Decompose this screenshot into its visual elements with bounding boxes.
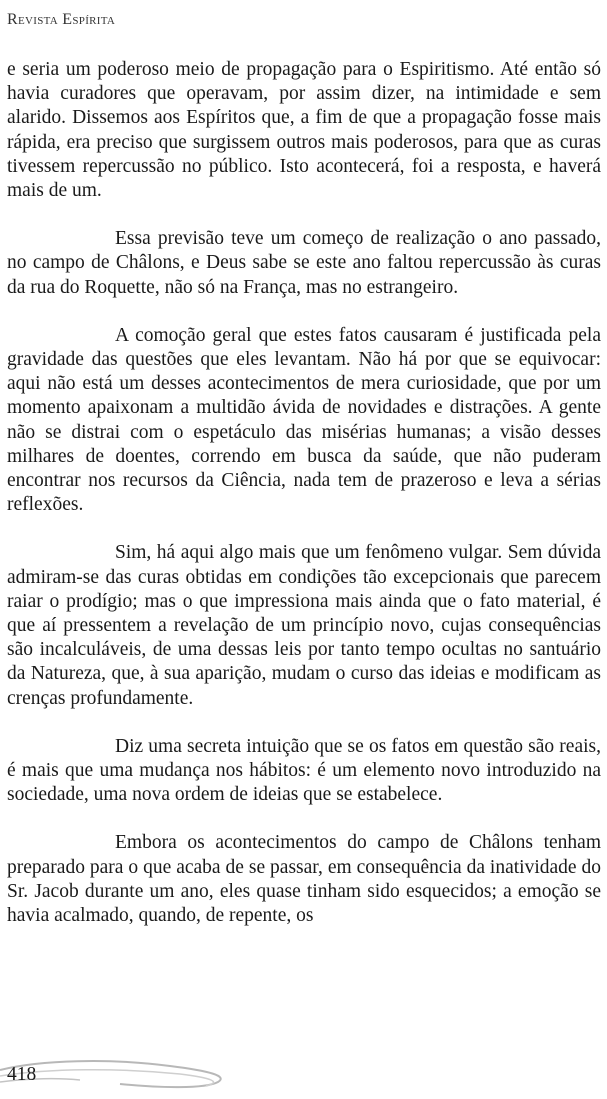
paragraph: Essa previsão teve um começo de realização o ano passado, no campo de Châlons, e Deus sabe se este ano faltou repercussão às curas da rua do Roquette, não só na França, mas no estrangeiro. — [7, 228, 601, 298]
body-text — [7, 58, 601, 952]
paragraph: Embora os acontecimentos do campo de Châlons tenham preparado para o que acaba de se passar, em consequência da inatividade do Sr. Jacob durante um ano, eles quase tinham sido esquecidos; a emoção se havia acalmado, quando, de repente, os — [7, 832, 601, 927]
paragraph: Sim, há aqui algo mais que um fenômeno vulgar. Sem dúvida admiram-se das curas obtidas em condições tão excepcionais que parecem raiar o prodígio; mas o que impressiona mais ainda que o fato material, é que aí pressentem a revelação de um princípio novo, cujas consequências são incalculáveis, de uma dessas leis por tanto tempo ocultas no santuário da Natureza, que, à sua aparição, mudam o curso das ideias e modificam as crenças profundamente. — [7, 542, 601, 709]
paragraph-continued: e seria um poderoso meio de propagação para o Espiritismo. Até então só havia curadores que operavam, por assim dizer, na intimidade e sem alarido. Dissemos aos Espíritos que, a fim de que a propagação fosse mais rápida, era preciso que surgissem outros mais poderosos, para que as curas tivessem repercussão no público. Isto acontecerá, foi a resposta, e haverá mais de um. — [7, 59, 601, 202]
running-head-title: Revista Espírita — [7, 11, 116, 28]
paragraph: A comoção geral que estes fatos causaram é justificada pela gravidade das questões que eles levantam. Não há por que se equivocar: aqui não está um desses acontecimentos de mera curiosidade, que por um momento apaixonam a multidão ávida de novidades e distrações. A gente não se distrai com o espetáculo das misérias humanas; a visão desses milhares de doentes, correndo em busca da saúde, que não puderam encontrar nos recursos da Ciência, nada tem de prazeroso e leva a sérias reflexões. — [7, 324, 601, 516]
page-number: 418 — [7, 1064, 37, 1085]
paragraph: Diz uma secreta intuição que se os fatos em questão são reais, é mais que uma mudança nos hábitos: é um elemento novo introduzido na sociedade, uma nova ordem de ideias que se estabelece. — [7, 735, 601, 806]
